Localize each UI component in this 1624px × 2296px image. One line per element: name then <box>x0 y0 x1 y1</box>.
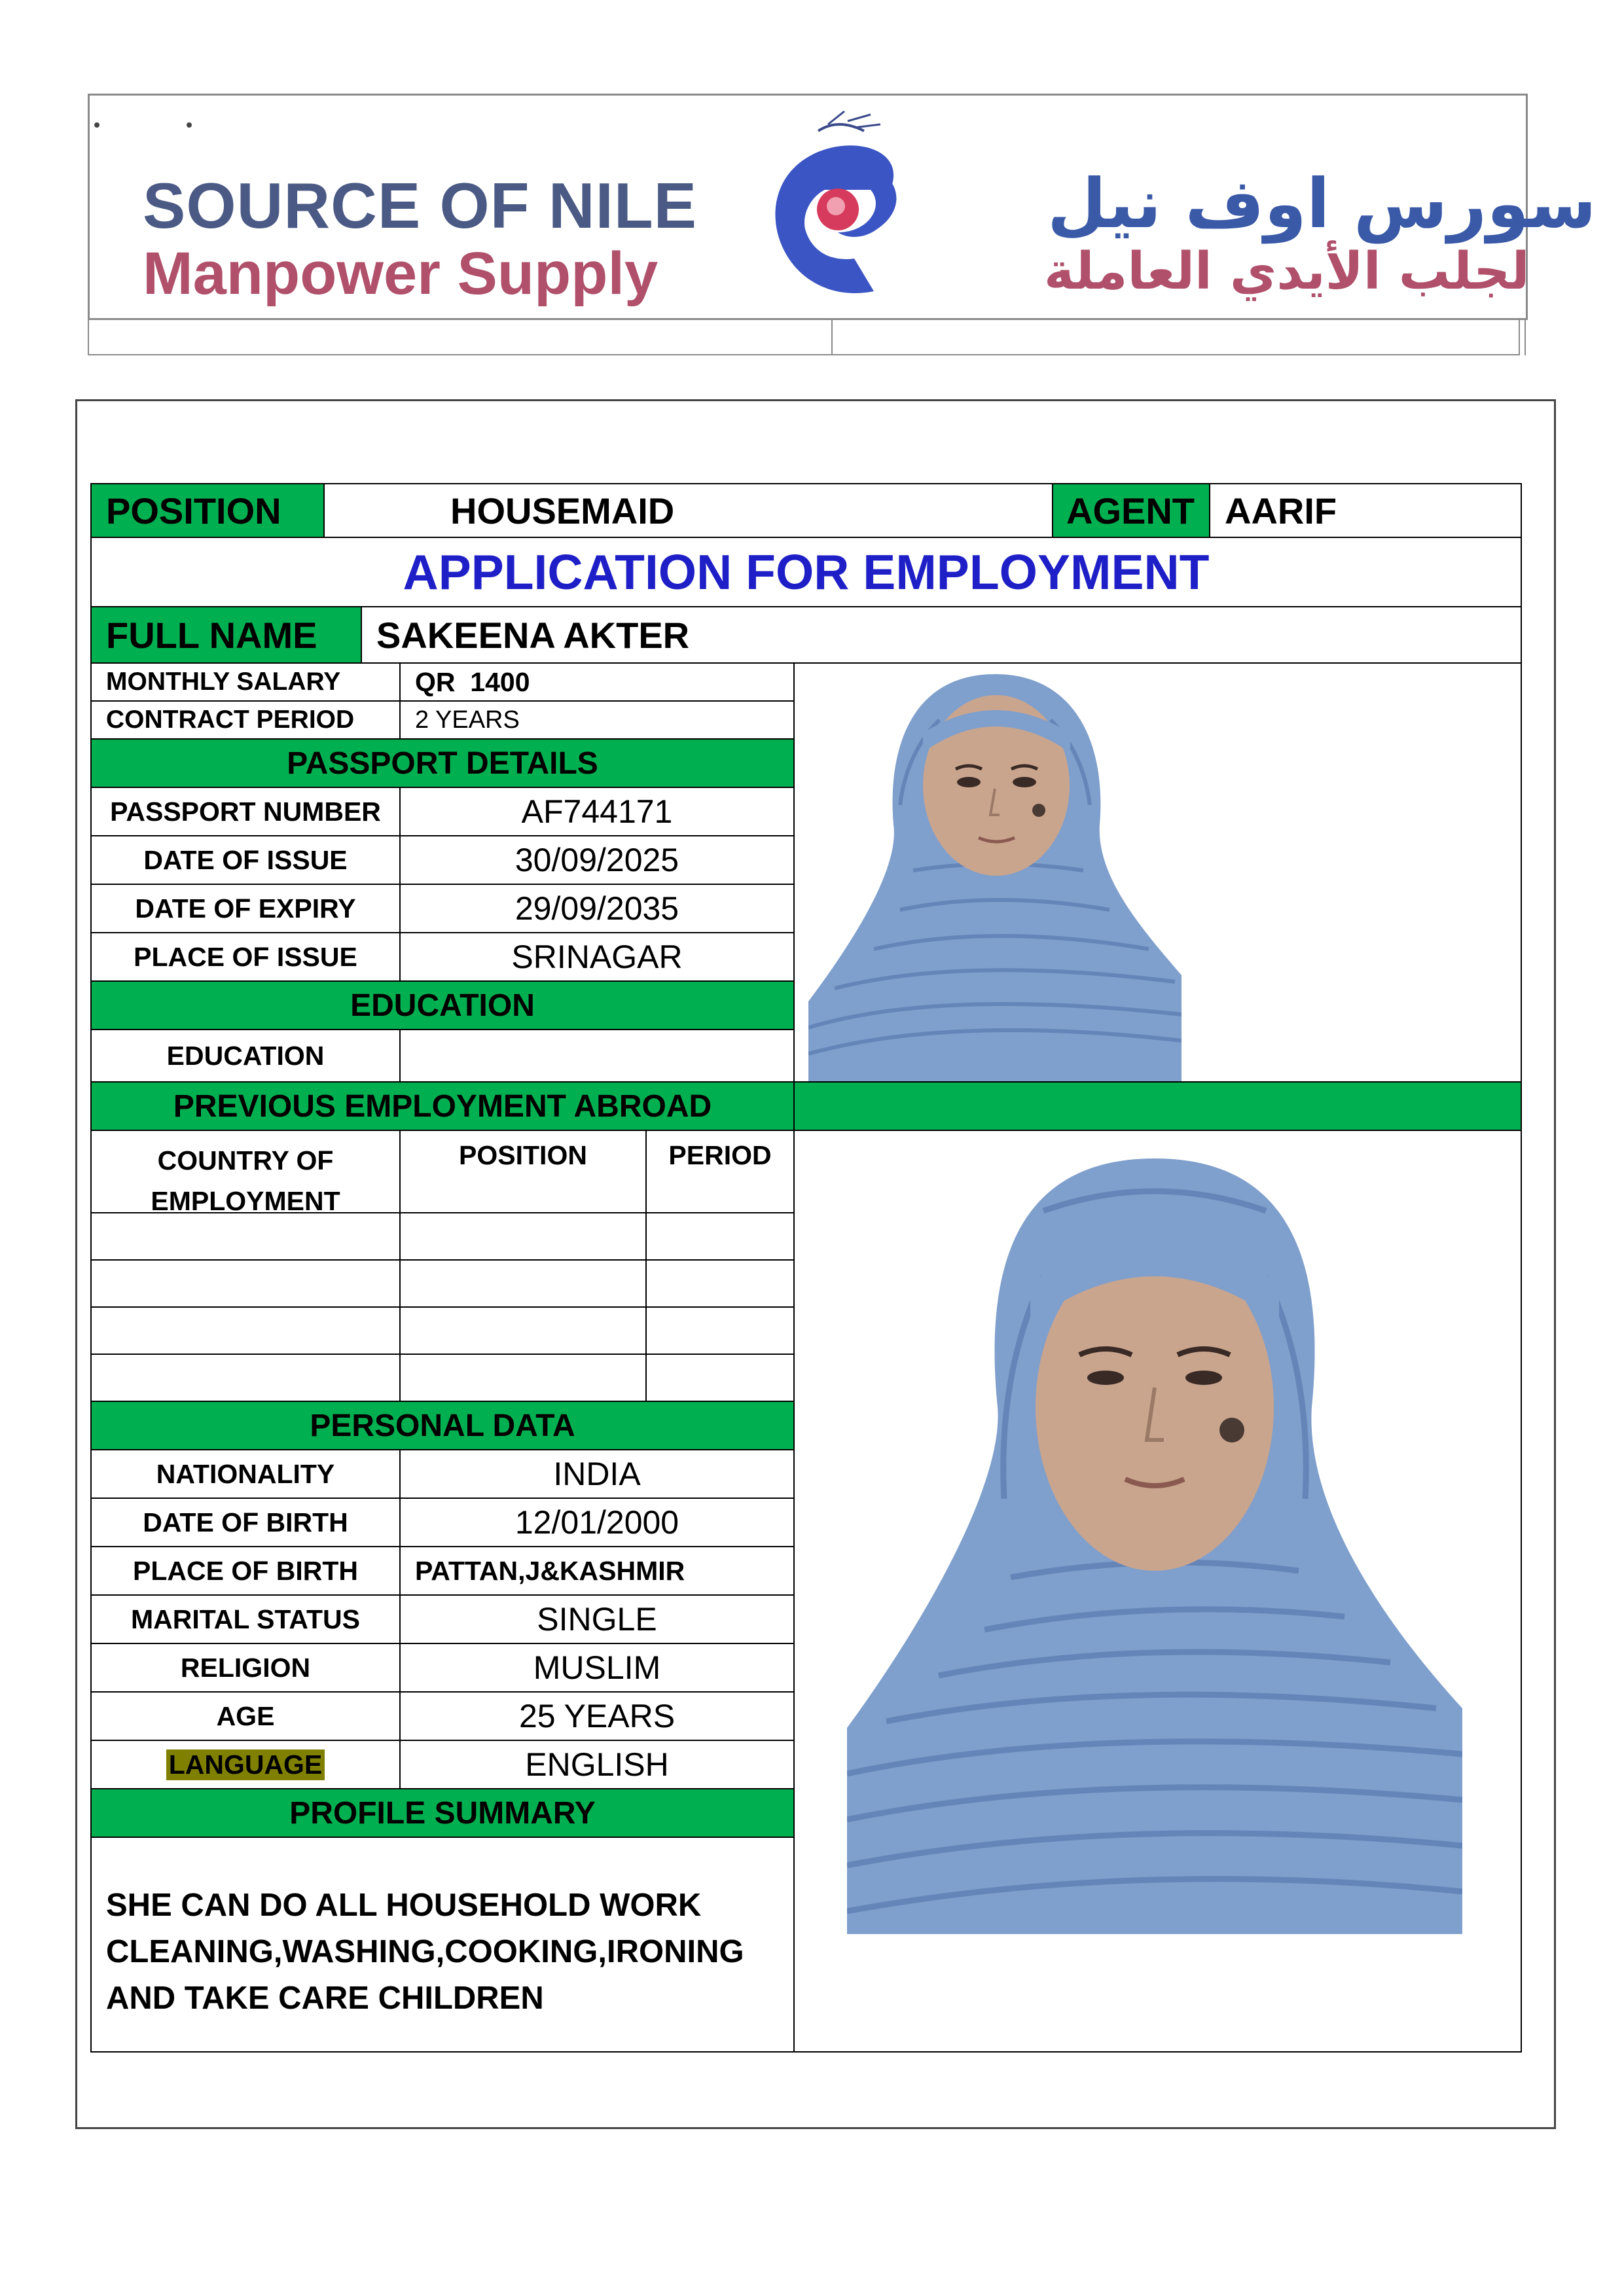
profile-summary-header: PROFILE SUMMARY <box>90 1788 795 1838</box>
date-of-expiry-label: DATE OF EXPIRY <box>90 884 401 933</box>
previous-employment-header-extension <box>793 1081 1522 1131</box>
education-value <box>399 1029 795 1083</box>
letterhead-footer-row <box>88 319 1528 355</box>
full-name-value: SAKEENA AKTER <box>361 606 1522 664</box>
marital-status-value: SINGLE <box>399 1594 795 1644</box>
personal-data-header: PERSONAL DATA <box>90 1401 795 1450</box>
letterhead-footer-cell <box>833 319 1520 355</box>
column-header-line: COUNTRY OF <box>157 1145 334 1175</box>
education-label: EDUCATION <box>90 1029 401 1083</box>
profile-summary-line: AND TAKE CARE CHILDREN <box>106 1981 544 2016</box>
contract-period-value: 2 YEARS <box>399 700 795 740</box>
passport-details-header: PASSPORT DETAILS <box>90 738 795 788</box>
marital-status-label: MARITAL STATUS <box>90 1594 401 1644</box>
date-of-expiry-value: 29/09/2035 <box>399 884 795 933</box>
contract-period-label: CONTRACT PERIOD <box>90 700 401 740</box>
date-of-issue-value: 30/09/2025 <box>399 835 795 885</box>
agent-value: AARIF <box>1209 483 1522 538</box>
date-of-birth-value: 12/01/2000 <box>399 1498 795 1547</box>
employment-row-cell <box>90 1259 401 1308</box>
employment-row-cell <box>645 1259 795 1308</box>
full-name-label: FULL NAME <box>90 606 362 664</box>
place-of-issue-value: SRINAGAR <box>399 932 795 982</box>
nationality-label: NATIONALITY <box>90 1449 401 1499</box>
passport-number-label: PASSPORT NUMBER <box>90 787 401 836</box>
place-of-birth-label: PLACE OF BIRTH <box>90 1546 401 1596</box>
age-label: AGE <box>90 1691 401 1741</box>
speck-mark <box>187 122 192 128</box>
letterhead-footer-cell <box>1525 319 1528 355</box>
previous-employment-header: PREVIOUS EMPLOYMENT ABROAD <box>90 1081 795 1131</box>
employment-row-cell <box>645 1306 795 1355</box>
employment-row-cell <box>90 1306 401 1355</box>
profile-summary-line: CLEANING,WASHING,COOKING,IRONING <box>106 1934 744 1969</box>
language-value: ENGLISH <box>399 1740 795 1789</box>
speck-mark <box>94 122 99 128</box>
position-column-header: POSITION <box>399 1130 647 1213</box>
profile-summary-line: SHE CAN DO ALL HOUSEHOLD WORK <box>106 1888 702 1923</box>
profile-summary-text <box>90 1837 795 2053</box>
religion-value: MUSLIM <box>399 1643 795 1693</box>
country-of-employment-column-header <box>90 1130 401 1213</box>
employment-row-cell <box>399 1259 647 1308</box>
form-title: APPLICATION FOR EMPLOYMENT <box>90 537 1522 607</box>
language-label-cell <box>90 1740 401 1789</box>
religion-label: RELIGION <box>90 1643 401 1693</box>
letterhead-footer-cell <box>88 319 833 355</box>
company-tagline-ar: لجلب الأيدي العاملة <box>1044 242 1530 301</box>
employment-row-cell <box>90 1354 401 1402</box>
place-of-issue-label: PLACE OF ISSUE <box>90 932 401 982</box>
date-of-issue-label: DATE OF ISSUE <box>90 835 401 885</box>
agent-label: AGENT <box>1052 483 1210 538</box>
monthly-salary-label: MONTHLY SALARY <box>90 662 401 702</box>
applicant-photo-large <box>847 1158 1462 1934</box>
monthly-salary-value: QR 1400 <box>399 662 795 702</box>
date-of-birth-label: DATE OF BIRTH <box>90 1498 401 1547</box>
passport-number-value: AF744171 <box>399 787 795 836</box>
employment-row-cell <box>399 1306 647 1355</box>
nationality-value: INDIA <box>399 1449 795 1499</box>
employment-row-cell <box>399 1354 647 1402</box>
company-logo-icon <box>740 105 956 301</box>
column-header-line: EMPLOYMENT <box>151 1186 340 1213</box>
company-tagline-en: Manpower Supply <box>143 240 659 307</box>
employment-row-cell <box>645 1354 795 1402</box>
age-value: 25 YEARS <box>399 1691 795 1741</box>
position-label: POSITION <box>90 483 325 538</box>
company-name-ar: سورس اوف نيل <box>1047 164 1597 243</box>
position-value: HOUSEMAID <box>323 483 1053 538</box>
employment-row-cell <box>399 1212 647 1261</box>
education-header: EDUCATION <box>90 980 795 1030</box>
employment-row-cell <box>645 1212 795 1261</box>
applicant-photo-small <box>808 674 1182 1081</box>
period-column-header: PERIOD <box>645 1130 795 1213</box>
company-name-en: SOURCE OF NILE <box>143 170 698 242</box>
employment-row-cell <box>90 1212 401 1261</box>
place-of-birth-value: PATTAN,J&KASHMIR <box>399 1546 795 1596</box>
language-label: LANGUAGE <box>166 1749 325 1780</box>
